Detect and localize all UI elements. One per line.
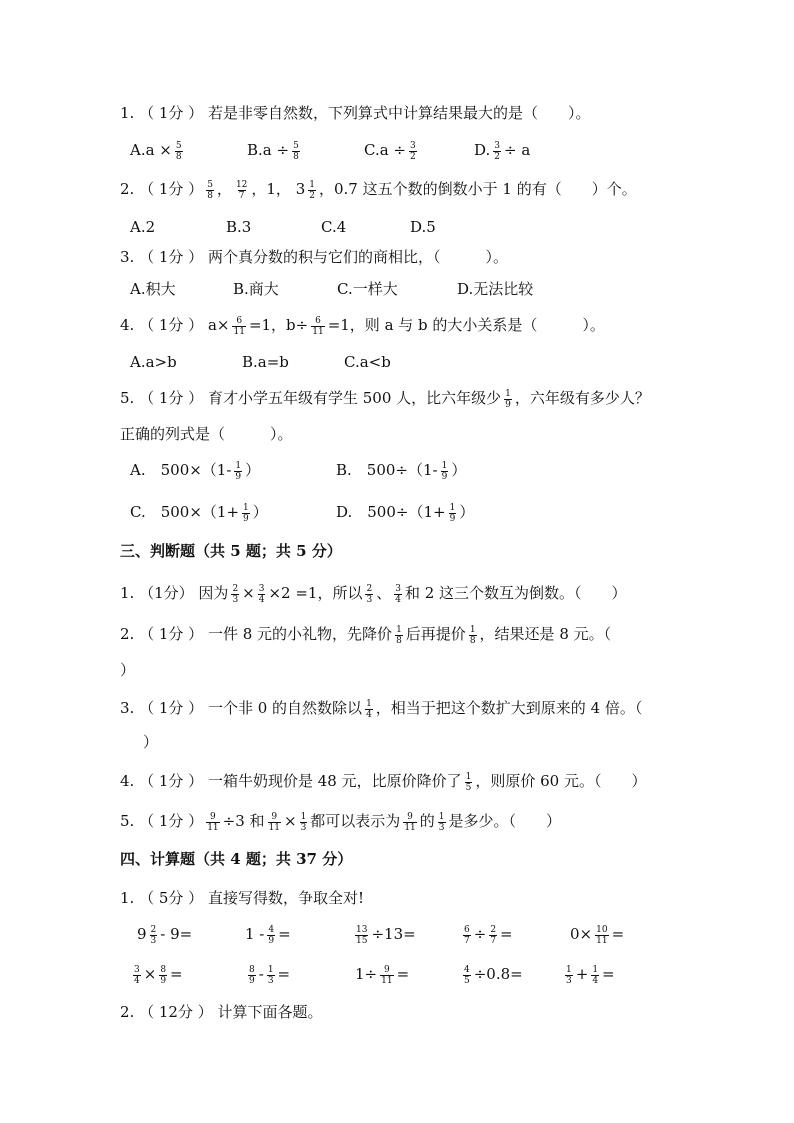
fraction: $\frac{4}{9}$: [268, 924, 275, 946]
choice-q5-option-b[interactable]: B. 500÷（1- $\frac{1}{9}$ ）: [336, 460, 467, 482]
fraction: $\frac{5}{8}$: [175, 140, 182, 162]
fraction: $\frac{1}{9}$: [505, 388, 511, 410]
fraction: $\frac{1}{9}$: [235, 460, 242, 482]
calc-expr-r1-1: 9 $\frac{2}{3}$ - 9=: [137, 924, 193, 946]
fraction: $\frac{3}{4}$: [395, 583, 401, 605]
question-number: 2.: [120, 180, 135, 198]
fraction: $\frac{1}{3}$: [300, 811, 307, 833]
question-score: （ 1分 ）: [139, 248, 204, 266]
fraction: $\frac{5}{8}$: [293, 140, 299, 162]
fraction: $\frac{1}{5}$: [465, 771, 472, 793]
choice-q3-option-b[interactable]: B.商大: [233, 280, 279, 298]
calc-expr-r1-5: 0× $\frac{10}{11}$ =: [570, 924, 625, 946]
choice-q2: 2. （ 1分 ） $\frac{5}{8}$ ， $\frac{12}{7}$ ，1， 3 $\frac{1}{2}$ ，0.7 这五个数的倒数小于 1 的有（ ）个。: [120, 179, 637, 201]
fraction: $\frac{2}{3}$: [232, 583, 239, 605]
calc-expr-r2-1: $\frac{3}{4}$ × $\frac{8}{9}$ =: [134, 964, 183, 986]
fraction: $\frac{6}{11}$: [233, 315, 245, 337]
question-score: （ 1分 ）: [139, 180, 204, 198]
fraction: $\frac{1}{9}$: [441, 460, 448, 482]
fraction: $\frac{5}{8}$: [207, 179, 213, 201]
fraction: $\frac{9}{11}$: [268, 811, 280, 833]
choice-q5-option-a[interactable]: A. 500×（1- $\frac{1}{9}$ ）: [130, 460, 261, 482]
fraction: $\frac{10}{11}$: [596, 924, 608, 946]
question-score: （ 1分 ）: [139, 772, 204, 790]
judge-q3-bracket: ）: [143, 733, 159, 751]
question-score: （ 1分 ）: [139, 699, 204, 717]
fraction: $\frac{1}{8}$: [469, 624, 476, 646]
choice-q1-option-b[interactable]: B.a ÷ $\frac{5}{8}$: [247, 140, 299, 162]
calc-q1: [120, 888, 364, 908]
choice-q3-option-c[interactable]: C.一样大: [337, 280, 398, 298]
question-number: 2.: [120, 1003, 135, 1021]
question-number: 1.: [120, 584, 135, 602]
fraction: $\frac{6}{11}$: [312, 315, 324, 337]
choice-q4: 4. （ 1分 ） a× $\frac{6}{11}$ =1，b÷ $\frac{6}{11}$ =1，则 a 与 b 的大小关系是（ ）。: [120, 315, 605, 337]
fraction: $\frac{1}{9}$: [243, 502, 249, 524]
question-score: （ 1分 ）: [139, 625, 204, 643]
question-number: 1.: [120, 104, 135, 122]
fraction: $\frac{3}{4}$: [258, 583, 265, 605]
fraction: $\frac{9}{11}$: [404, 811, 416, 833]
question-number: 4.: [120, 316, 135, 334]
choice-q5-option-c[interactable]: C. 500×（1+ $\frac{1}{9}$ ）: [130, 502, 268, 524]
choice-q2-option-d[interactable]: D.5: [410, 218, 436, 236]
choice-q5: 5. （ 1分 ） 育才小学五年级有学生 500 人，比六年级少 $\frac{1}{9}$ ，六年级有多少人？: [120, 388, 650, 410]
question-number: 5.: [120, 389, 135, 407]
judge-q2-bracket: ）: [120, 661, 136, 679]
choice-q4-option-c[interactable]: C.a<b: [344, 353, 391, 371]
question-number: 5.: [120, 812, 135, 830]
fraction: $\frac{2}{3}$: [366, 583, 373, 605]
fraction: $\frac{9}{11}$: [207, 811, 219, 833]
question-number: 3.: [120, 699, 135, 717]
choice-q5-prompt: 正确的列式是（ ）。: [120, 425, 293, 443]
choice-q5-option-d[interactable]: D. 500÷（1+ $\frac{1}{9}$ ）: [336, 502, 475, 524]
fraction: $\frac{1}{4}$: [366, 698, 372, 720]
fraction: $\frac{12}{7}$: [235, 179, 248, 201]
question-text: 直接写得数，争取全对!: [207, 889, 364, 907]
choice-q3: [120, 247, 508, 267]
fraction: $\frac{6}{7}$: [464, 924, 470, 946]
choice-q1-option-c[interactable]: C.a ÷ $\frac{3}{2}$: [364, 140, 416, 162]
choice-q2-option-b[interactable]: B.3: [226, 218, 252, 236]
judge-q4: 4. （ 1分 ） 一箱牛奶现价是 48 元，比原价降价了 $\frac{1}{5}$ ，则原价 60 元。（ ）: [120, 771, 647, 793]
judge-q5: 5. （ 1分 ） $\frac{9}{11}$ ÷3 和 $\frac{9}{11}$ × $\frac{1}{3}$ 都可以表示为 $\frac{9}{11}$ 的 $\frac{1}{3}$ 是多少。（ ）: [120, 811, 562, 833]
calc-expr-r2-3: 1÷ $\frac{9}{11}$ =: [355, 964, 410, 986]
fraction: $\frac{2}{3}$: [150, 924, 157, 946]
fraction: $\frac{8}{9}$: [249, 964, 255, 986]
question-number: 1.: [120, 889, 135, 907]
choice-q1-option-a[interactable]: A.a × $\frac{5}{8}$: [130, 140, 182, 162]
judge-q1: 1. （1分） 因为 $\frac{2}{3}$ × $\frac{3}{4}$ ×2 =1，所以 $\frac{2}{3}$ 、 $\frac{3}{4}$ 和 2 这三个数互为倒数。（ ）: [120, 583, 627, 605]
calc-expr-r2-2: $\frac{8}{9}$ - $\frac{1}{3}$ =: [249, 964, 291, 986]
question-text: 计算下面各题。: [217, 1003, 323, 1021]
choice-q2-option-c[interactable]: C.4: [321, 218, 347, 236]
section-title-judge: 三、判断题（共 5 题；共 5 分）: [120, 542, 342, 560]
question-score: （1分）: [139, 584, 194, 602]
fraction: $\frac{1}{4}$: [592, 964, 599, 986]
choice-q2-option-a[interactable]: A.2: [130, 218, 156, 236]
fraction: $\frac{1}{3}$: [267, 964, 274, 986]
fraction: $\frac{1}{2}$: [309, 179, 315, 201]
question-score: （ 1分 ）: [139, 104, 204, 122]
question-score: （ 1分 ）: [139, 316, 204, 334]
fraction: $\frac{1}{9}$: [449, 502, 456, 524]
question-text: 两个真分数的积与它们的商相比，（ ）。: [207, 248, 508, 266]
section-title-calc: 四、计算题（共 4 题；共 37 分）: [120, 850, 353, 868]
calc-expr-r1-2: 1 - $\frac{4}{9}$ =: [245, 924, 291, 946]
choice-q3-option-a[interactable]: A.积大: [130, 280, 176, 298]
choice-q1-option-d[interactable]: D. $\frac{3}{2}$ ÷ a: [474, 140, 531, 162]
question-number: 3.: [120, 248, 135, 266]
judge-q3: 3. （ 1分 ） 一个非 0 的自然数除以 $\frac{1}{4}$ ，相当于把这个数扩大到原来的 4 倍。（: [120, 698, 643, 720]
calc-expr-r1-3: $\frac{13}{15}$ ÷13=: [356, 924, 416, 946]
fraction: $\frac{1}{3}$: [566, 964, 572, 986]
fraction: $\frac{3}{4}$: [134, 964, 140, 986]
fraction: $\frac{2}{7}$: [490, 924, 497, 946]
fraction: $\frac{9}{11}$: [381, 964, 393, 986]
question-score: （ 1分 ）: [139, 389, 204, 407]
fraction: $\frac{1}{3}$: [438, 811, 445, 833]
fraction: $\frac{1}{8}$: [396, 624, 402, 646]
question-score: （ 1分 ）: [139, 812, 204, 830]
question-score: （ 12分 ）: [139, 1003, 213, 1021]
question-number: 4.: [120, 772, 135, 790]
calc-expr-r2-4: $\frac{4}{5}$ ÷0.8=: [464, 964, 523, 986]
fraction: $\frac{3}{2}$: [494, 140, 500, 162]
choice-q4-option-b[interactable]: B.a=b: [242, 353, 289, 371]
fraction: $\frac{8}{9}$: [160, 964, 167, 986]
judge-q2: 2. （ 1分 ） 一件 8 元的小礼物，先降价 $\frac{1}{8}$ 后再提价 $\frac{1}{8}$ ，结果还是 8 元。（: [120, 624, 612, 646]
choice-q3-option-d[interactable]: D.无法比较: [457, 280, 534, 298]
choice-q1: [120, 103, 590, 123]
calc-expr-r1-4: $\frac{6}{7}$ ÷ $\frac{2}{7}$ =: [464, 924, 513, 946]
question-number: 2.: [120, 625, 135, 643]
calc-expr-r2-5: $\frac{1}{3}$ + $\frac{1}{4}$ =: [566, 964, 615, 986]
fraction: $\frac{13}{15}$: [356, 924, 368, 946]
question-score: （ 5分 ）: [139, 889, 204, 907]
fraction: $\frac{4}{5}$: [464, 964, 470, 986]
question-text: 若是非零自然数，下列算式中计算结果最大的是（ ）。: [207, 104, 591, 122]
fraction: $\frac{3}{2}$: [410, 140, 416, 162]
choice-q4-option-a[interactable]: A.a>b: [130, 353, 177, 371]
calc-q2: [120, 1002, 323, 1022]
